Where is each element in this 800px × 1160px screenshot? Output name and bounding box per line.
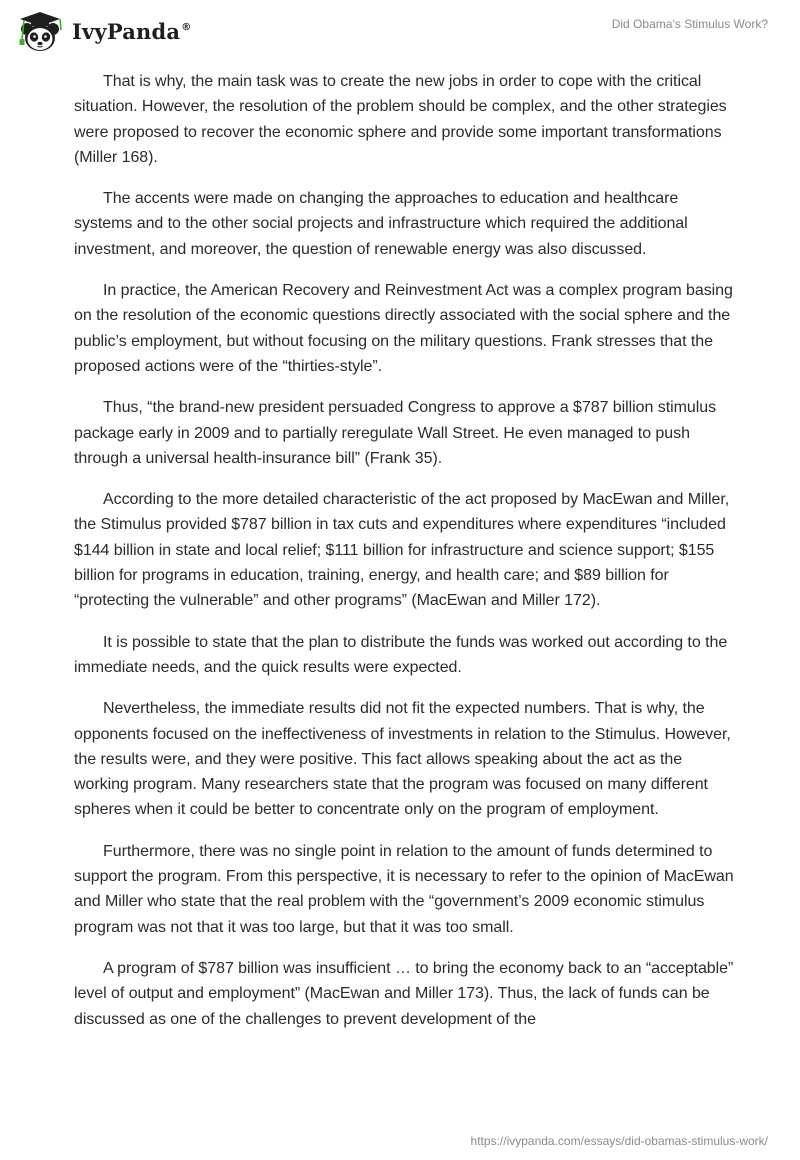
document-title: Did Obama’s Stimulus Work? <box>611 17 768 31</box>
paragraph: According to the more detailed characteristic of the act proposed by MacEwan and Miller, the Stimulus provided $787 billion in tax cuts and expenditures where expenditures “included $144 billion in state and local relief; $111 billion for infrastructure and science support; $155 billion for programs in education, training, energy, and health care; and $89 billion for “protecting the vulnerable” and other programs” (MacEwan and Miller 172). <box>74 491 730 610</box>
paragraph: Thus, “the brand-new president persuaded Congress to approve a $787 billion stimulus package early in 2009 and to partially reregulate Wall Street. He even managed to push through a universal health-insurance bill” (Frank 35). <box>74 399 717 467</box>
paragraph: Furthermore, there was no single point in relation to the amount of funds determined to support the program. From this perspective, it is necessary to refer to the opinion of MacEwan and Miller who state that the real problem with the “government’s 2009 economic stimulus program was not that it was too large, but that it was too small. <box>74 842 734 936</box>
paragraph: In practice, the American Recovery and Reinvestment Act was a complex program basing on the resolution of the economic questions directly associated with the social sphere and the public’s employment, but without focusing on the military questions. Frank stresses that the proposed actions were of the “thirties-style”. <box>74 282 733 375</box>
brand-name <box>72 19 191 44</box>
paragraph: Nevertheless, the immediate results did not fit the expected numbers. That is why, the opponents focused on the ineffectiveness of investments in relation to the Stimulus. However, the results were, and they were positive. This fact allows speaking about the act as the working program. Many researchers state that the program was focused on many different spheres when it could be better to concentrate only on the program of employment. <box>74 700 731 819</box>
paragraph: It is possible to state that the plan to distribute the funds was worked out according to the immediate needs, and the quick results were expected. <box>74 633 728 676</box>
brand-name-text: IvyPanda <box>72 18 181 44</box>
essay-body <box>74 69 734 1048</box>
registered-mark: ® <box>181 21 192 33</box>
paragraph: A program of $787 billion was insufficient … to bring the economy back to an “acceptable” level of output and employment” (MacEwan and Miller 173). Thus, the lack of funds can be discussed as one of the challenges to prevent development of the <box>74 959 734 1028</box>
page-header <box>0 0 800 60</box>
panda-graduate-icon <box>14 10 68 54</box>
paragraph: That is why, the main task was to create the new jobs in order to cope with the critical situation. However, the resolution of the problem should be complex, and the other strategies were proposed to recover the economic sphere and provide some important transformations (Miller 168). <box>74 73 727 166</box>
ivypanda-logo[interactable] <box>14 10 191 54</box>
paragraph: The accents were made on changing the approaches to education and healthcare systems and to the other social projects and infrastructure which required the additional investment, and moreover, the question of renewable energy was also discussed. <box>74 190 688 258</box>
source-url[interactable]: https://ivypanda.com/essays/did-obamas-stimulus-work/ <box>470 1134 768 1148</box>
